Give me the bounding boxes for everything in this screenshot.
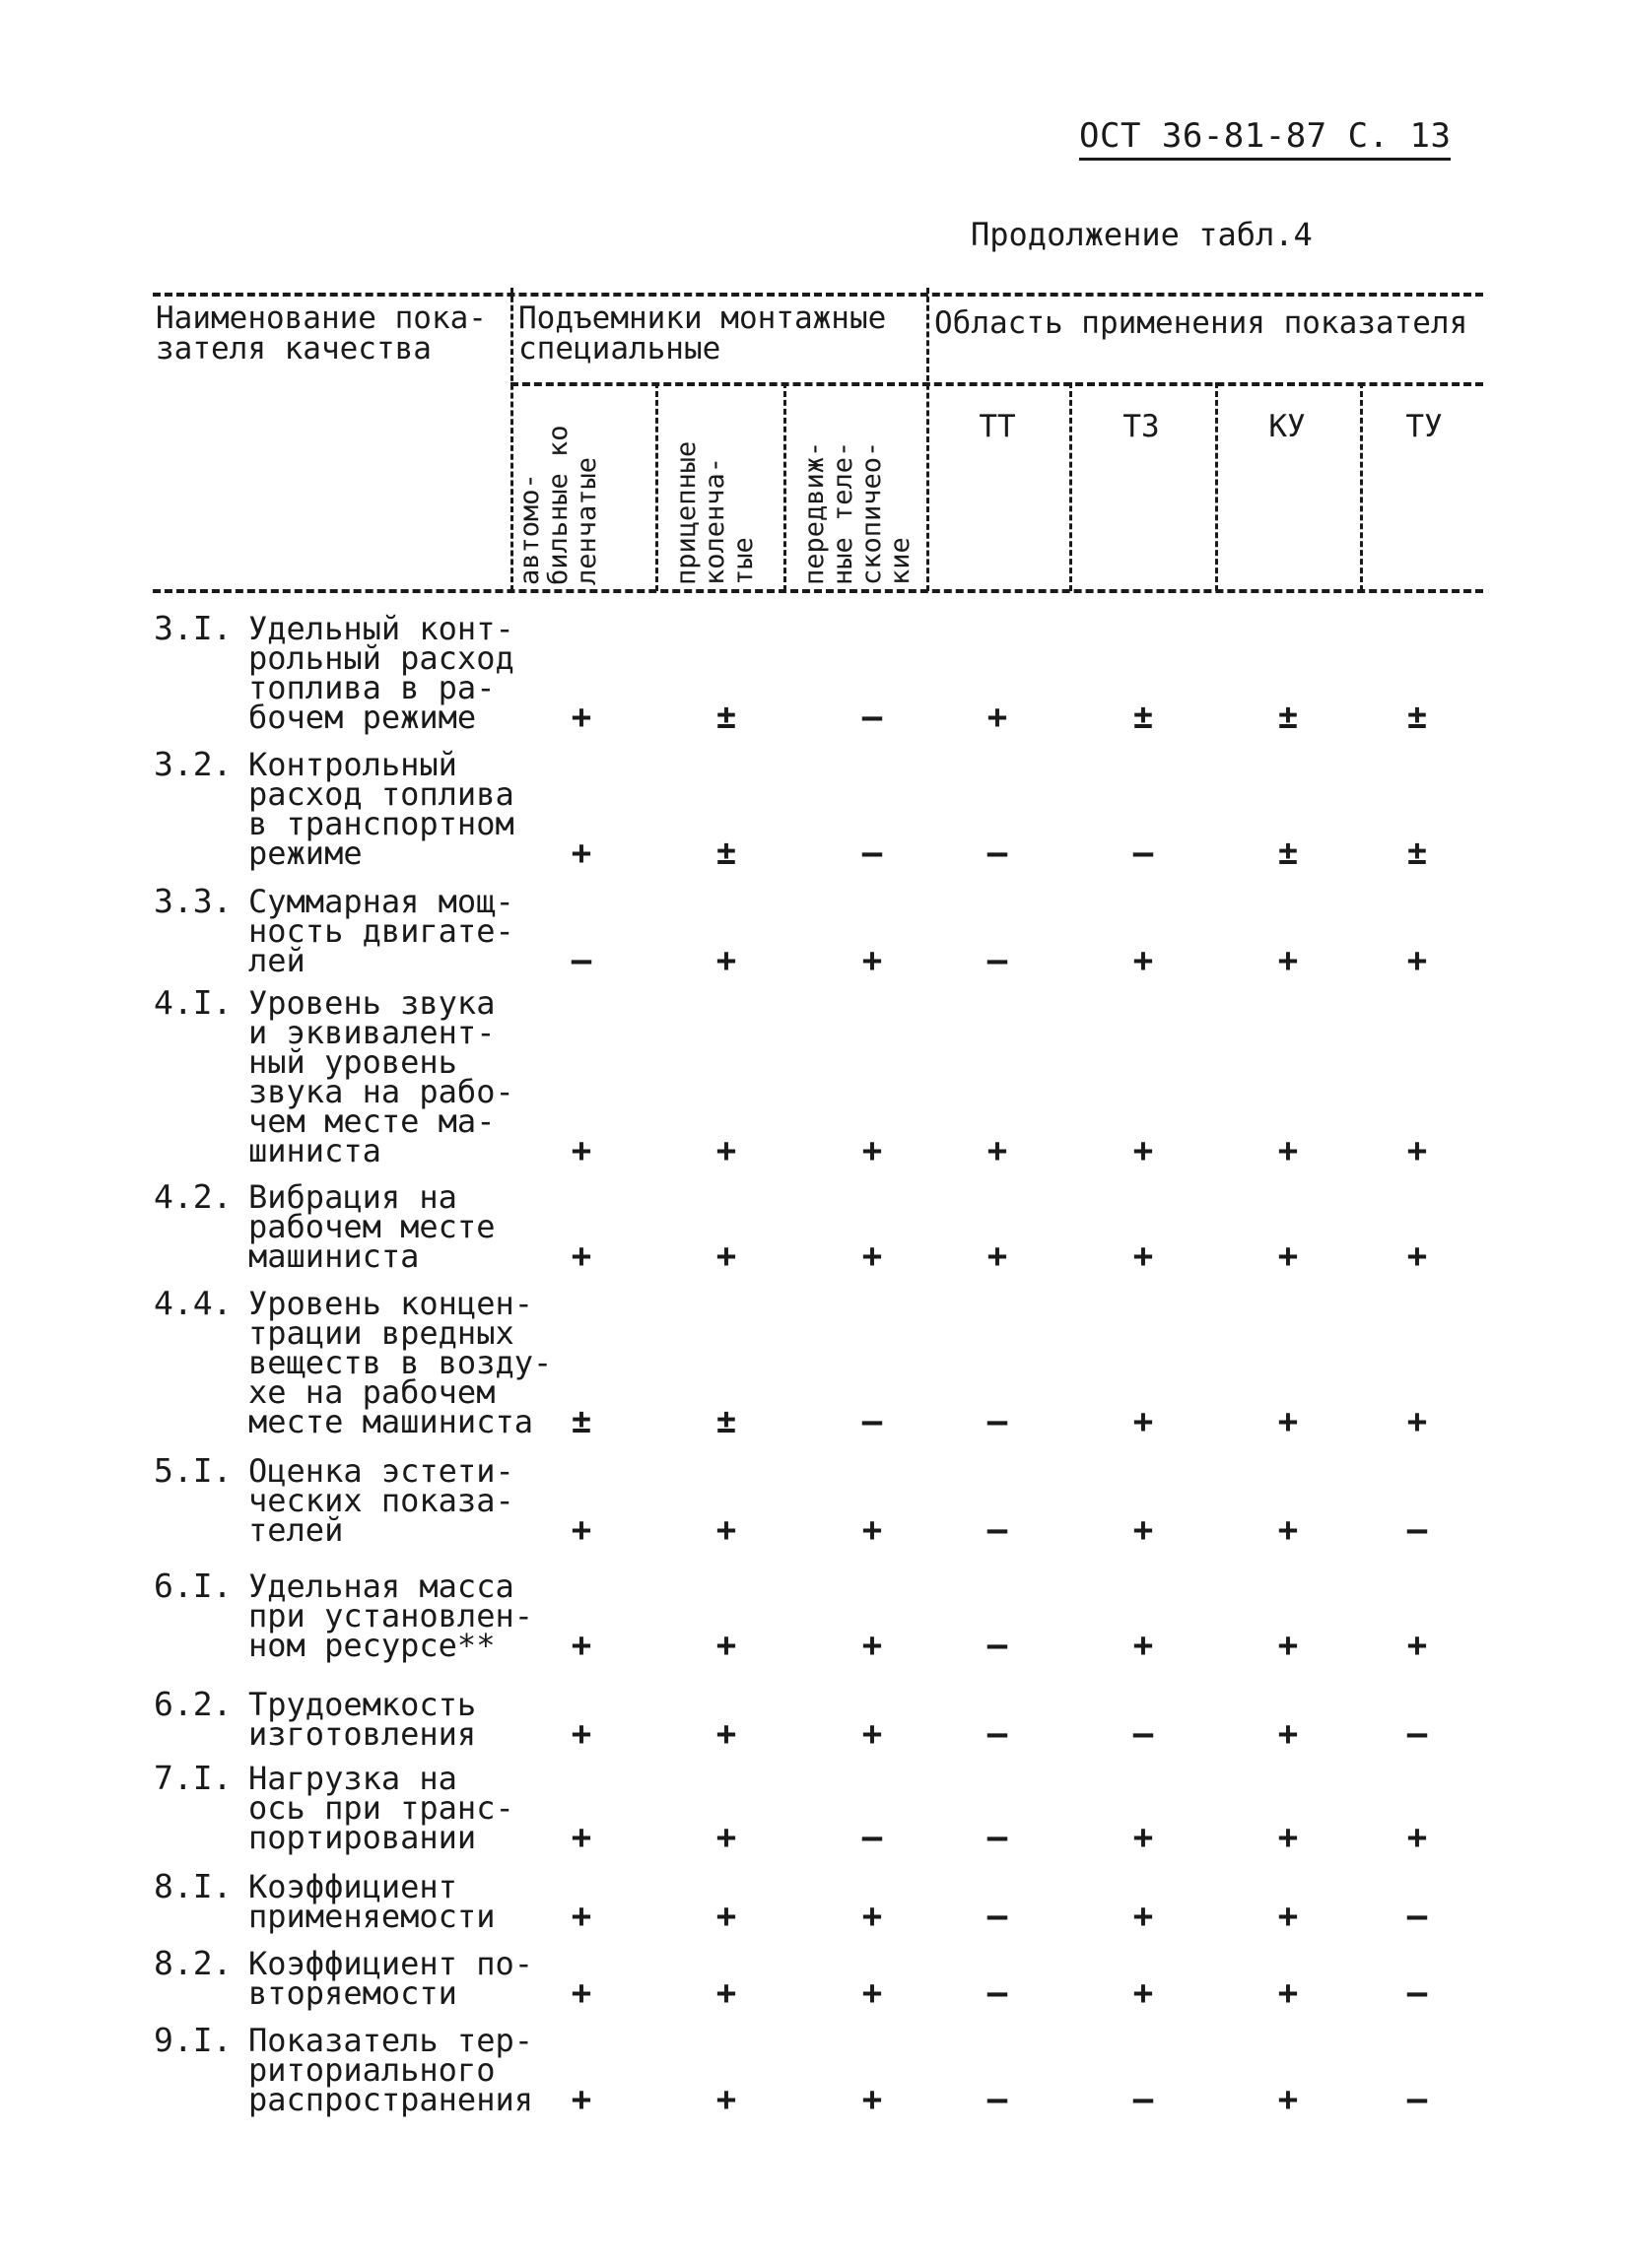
row-mark: + — [861, 1236, 883, 1276]
row-mark: + — [861, 1131, 883, 1170]
row-indicator-name: Нагрузка на ось при транс- портировании — [248, 1760, 514, 1856]
row-mark: – — [1132, 834, 1154, 873]
row-mark: + — [715, 1131, 737, 1170]
row-number: 8.I. — [154, 1867, 233, 1905]
row-number: 5.I. — [154, 1451, 233, 1490]
header-sub-trailed: прицепные коленча- тые — [671, 440, 759, 585]
row-mark: + — [715, 1626, 737, 1665]
row-indicator-name: Трудоемкость изготовления — [248, 1686, 477, 1753]
row-mark: + — [1277, 1897, 1299, 1936]
header-tz: ТЗ — [1122, 409, 1160, 444]
row-mark: + — [1277, 1714, 1299, 1754]
row-mark: – — [1406, 1897, 1428, 1936]
row-mark: + — [1132, 1131, 1154, 1170]
row-mark: – — [986, 1402, 1008, 1441]
col-divider-group — [926, 288, 929, 591]
row-mark: – — [986, 1818, 1008, 1857]
row-indicator-name: Удельная масса при установлен- ном ресурсе** — [248, 1568, 533, 1664]
row-mark: + — [571, 1131, 592, 1170]
row-mark: + — [571, 1973, 592, 2013]
row-number: 8.2. — [154, 1944, 233, 1982]
row-number: 9.I. — [154, 2021, 233, 2059]
row-mark: – — [861, 698, 883, 737]
row-mark: + — [571, 698, 592, 737]
row-indicator-name: Контрольный расход топлива в транспортном режиме — [248, 746, 514, 872]
row-mark: + — [571, 1236, 592, 1276]
row-mark: – — [1132, 1714, 1154, 1754]
document-code: ОСТ 36-81-87 С. 13 — [1079, 116, 1451, 161]
row-mark: + — [1406, 941, 1428, 980]
row-mark: + — [1132, 1897, 1154, 1936]
row-mark: + — [571, 1897, 592, 1936]
row-mark: – — [1406, 2080, 1428, 2119]
row-indicator-name: Показатель тер- риториального распространения — [248, 2022, 533, 2118]
row-mark: + — [986, 1131, 1008, 1170]
row-mark: + — [715, 2080, 737, 2119]
row-mark: ± — [1277, 834, 1299, 873]
row-mark: – — [986, 2080, 1008, 2119]
row-mark: + — [1132, 1402, 1154, 1441]
row-mark: + — [715, 1236, 737, 1276]
row-number: 6.I. — [154, 1567, 233, 1605]
row-mark: + — [986, 698, 1008, 737]
row-mark: – — [986, 1714, 1008, 1754]
row-mark: + — [861, 1510, 883, 1550]
row-number: 4.I. — [154, 983, 233, 1022]
row-mark: + — [571, 1714, 592, 1754]
row-indicator-name: Коэффициент применяемости — [248, 1868, 496, 1935]
row-mark: + — [715, 1897, 737, 1936]
row-mark: – — [1132, 2080, 1154, 2119]
header-application-area: Область применения показателя — [934, 305, 1468, 341]
row-mark: + — [861, 941, 883, 980]
col-divider-sub1 — [655, 382, 658, 591]
row-mark: + — [715, 1973, 737, 2013]
row-mark: + — [1277, 1236, 1299, 1276]
row-mark: + — [1132, 1510, 1154, 1550]
row-mark: + — [1132, 1973, 1154, 2013]
row-mark: + — [861, 1973, 883, 2013]
row-mark: + — [861, 1626, 883, 1665]
row-mark: + — [1132, 1818, 1154, 1857]
row-mark: – — [1406, 1714, 1428, 1754]
row-mark: ± — [1406, 698, 1428, 737]
row-mark: + — [1406, 1626, 1428, 1665]
row-mark: + — [715, 1510, 737, 1550]
col-divider-name — [510, 288, 513, 591]
row-number: 6.2. — [154, 1685, 233, 1723]
row-indicator-name: Удельный конт- рольный расход топлива в ра- бочем режиме — [248, 610, 514, 736]
row-mark: ± — [1406, 834, 1428, 873]
row-mark: + — [571, 1818, 592, 1857]
row-mark: + — [571, 1510, 592, 1550]
row-mark: – — [861, 1402, 883, 1441]
row-mark: ± — [571, 1402, 592, 1441]
row-mark: – — [986, 1510, 1008, 1550]
row-mark: – — [1406, 1973, 1428, 2013]
row-mark: – — [861, 834, 883, 873]
row-mark: + — [861, 1714, 883, 1754]
row-mark: + — [1132, 1626, 1154, 1665]
row-number: 3.3. — [154, 882, 233, 920]
row-number: 3.2. — [154, 745, 233, 783]
row-mark: – — [986, 834, 1008, 873]
row-number: 3.I. — [154, 609, 233, 647]
row-mark: + — [1277, 1973, 1299, 2013]
row-indicator-name: Уровень концен- трации вредных веществ в возду- хе на рабочем месте машиниста — [248, 1285, 553, 1440]
row-number: 4.4. — [154, 1284, 233, 1322]
row-mark: + — [1277, 1818, 1299, 1857]
col-divider-tt — [1069, 382, 1072, 591]
row-mark: – — [1406, 1510, 1428, 1550]
header-sub-automobile: автомо- бильные ко ленчатые — [514, 425, 602, 585]
row-mark: + — [1277, 2080, 1299, 2119]
row-mark: + — [1277, 1131, 1299, 1170]
row-mark: ± — [715, 698, 737, 737]
header-sub-mobile-telescopic: передвиж- ные теле- скопичео- кие — [799, 440, 916, 585]
header-tu: ТУ — [1405, 409, 1443, 444]
row-mark: ± — [1132, 698, 1154, 737]
row-mark: – — [986, 1897, 1008, 1936]
header-lifts-group: Подъемники монтажные специальные — [518, 300, 887, 367]
row-mark: + — [1277, 1626, 1299, 1665]
table-header-bottom-rule — [153, 589, 1483, 593]
row-mark: + — [715, 1714, 737, 1754]
row-mark: + — [1277, 941, 1299, 980]
row-mark: – — [986, 1973, 1008, 2013]
table-continuation-caption: Продолжение табл.4 — [971, 216, 1313, 253]
row-indicator-name: Вибрация на рабочем месте машиниста — [248, 1178, 496, 1275]
row-number: 7.I. — [154, 1759, 233, 1797]
row-number: 4.2. — [154, 1177, 233, 1216]
header-tt: ТТ — [979, 409, 1016, 444]
col-divider-sub2 — [783, 382, 786, 591]
row-mark: + — [861, 2080, 883, 2119]
header-ku: КУ — [1268, 409, 1306, 444]
row-indicator-name: Коэффициент по- вторяемости — [248, 1945, 533, 2012]
row-mark: + — [715, 1818, 737, 1857]
row-mark: ± — [1277, 698, 1299, 737]
row-mark: ± — [715, 834, 737, 873]
col-divider-tz — [1215, 382, 1218, 591]
row-mark: – — [861, 1818, 883, 1857]
row-mark: + — [571, 2080, 592, 2119]
row-mark: – — [986, 1626, 1008, 1665]
row-mark: – — [986, 941, 1008, 980]
row-mark: + — [986, 1236, 1008, 1276]
row-mark: ± — [715, 1402, 737, 1441]
row-mark: + — [1406, 1131, 1428, 1170]
row-mark: + — [1406, 1402, 1428, 1441]
row-mark: + — [1277, 1402, 1299, 1441]
row-mark: + — [1132, 1236, 1154, 1276]
table-top-rule — [153, 293, 1483, 297]
row-indicator-name: Суммарная мощ- ность двигате- лей — [248, 883, 514, 979]
row-mark: + — [715, 941, 737, 980]
row-mark: + — [571, 834, 592, 873]
row-mark: + — [1406, 1236, 1428, 1276]
col-divider-ku — [1360, 382, 1363, 591]
row-mark: + — [1277, 1510, 1299, 1550]
row-mark: – — [571, 941, 592, 980]
row-mark: + — [861, 1897, 883, 1936]
row-mark: + — [1132, 941, 1154, 980]
header-indicator-name: Наименование пока- зателя качества — [156, 300, 487, 367]
row-indicator-name: Уровень звука и эквивалент- ный уровень звука на рабо- чем месте ма- шиниста — [248, 984, 514, 1169]
row-indicator-name: Оценка эстети- ческих показа- телей — [248, 1452, 514, 1549]
row-mark: + — [571, 1626, 592, 1665]
row-mark: + — [1406, 1818, 1428, 1857]
